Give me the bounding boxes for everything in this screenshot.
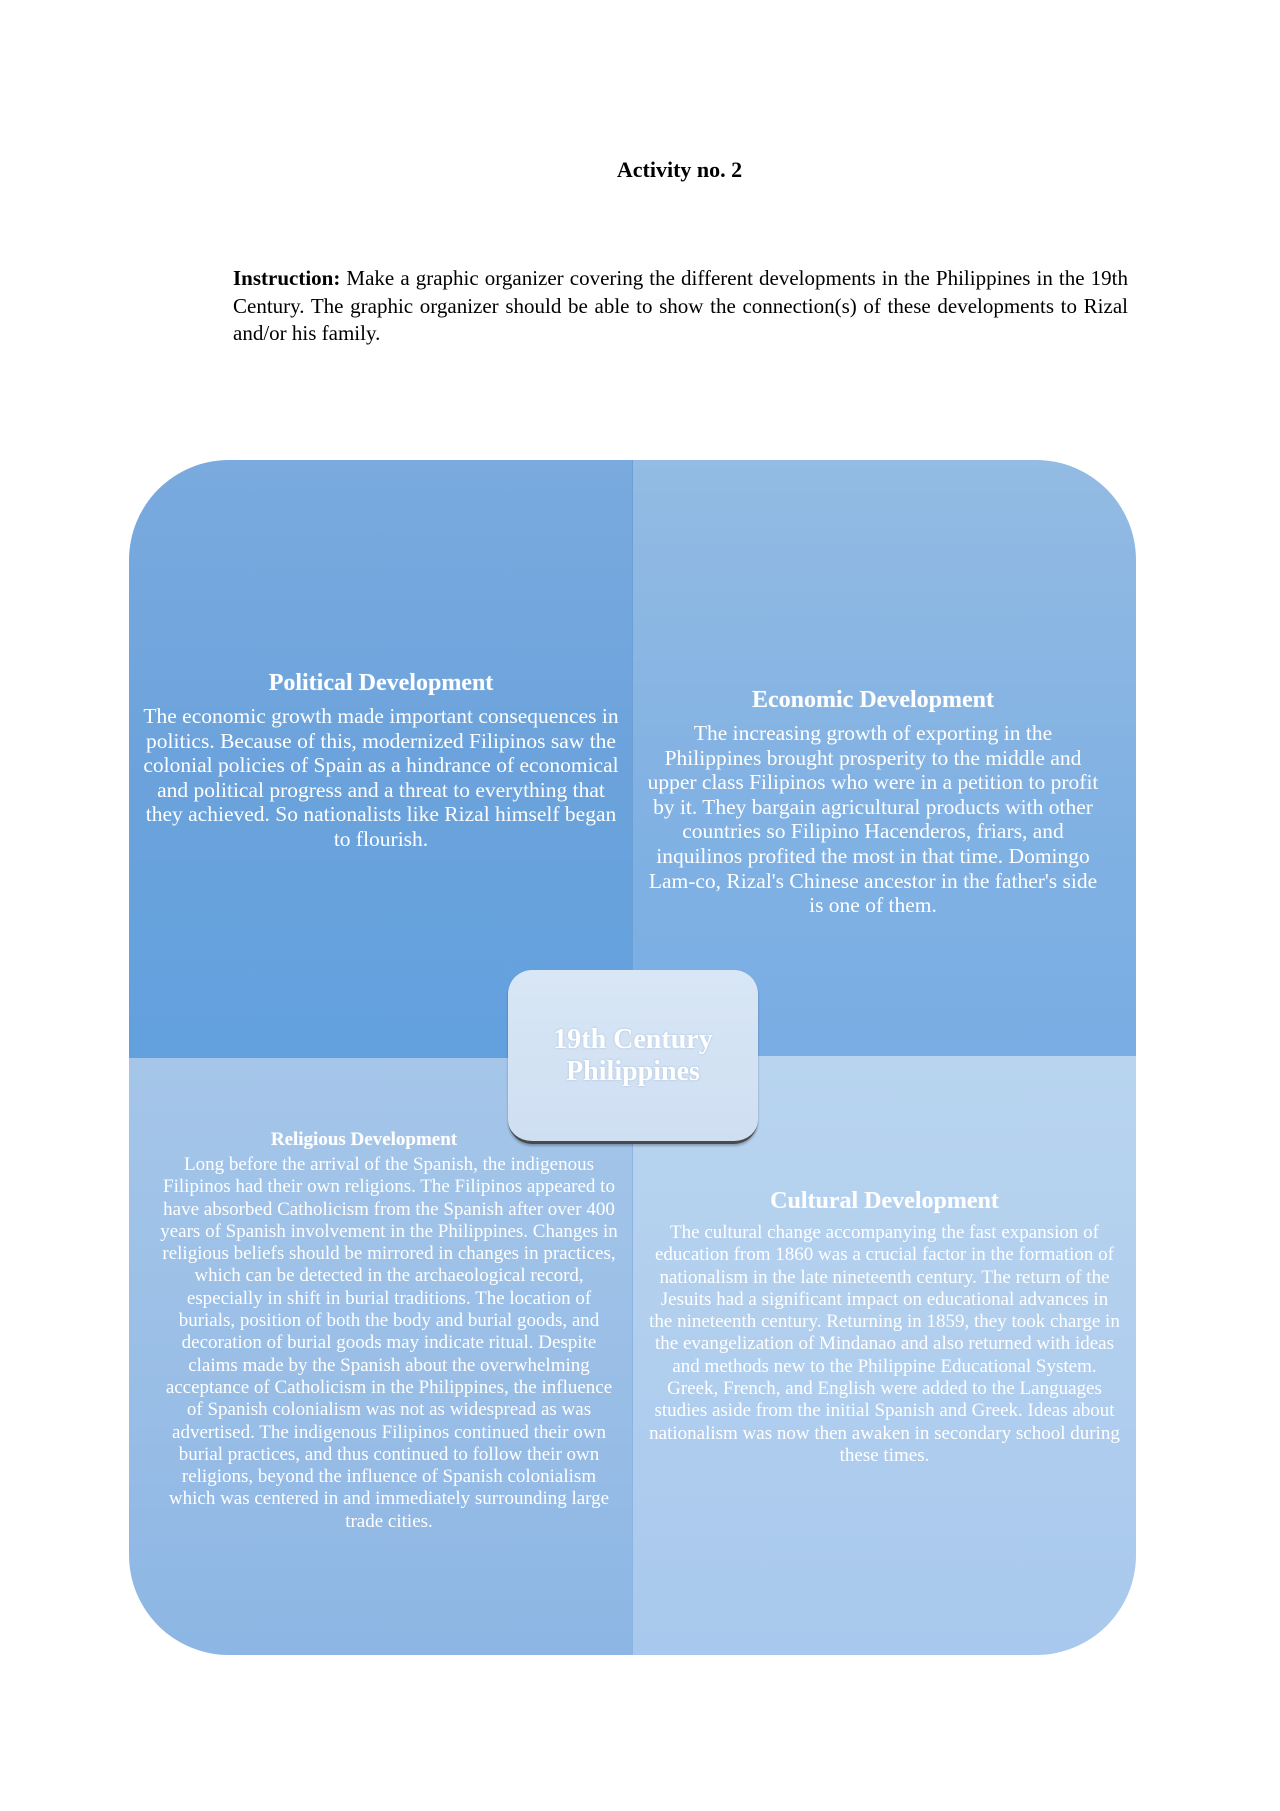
cultural-development-panel bbox=[633, 1056, 1136, 1655]
center-topic-box bbox=[508, 970, 758, 1144]
cultural-development-title: Cultural Development bbox=[770, 1188, 999, 1214]
political-development-panel bbox=[129, 460, 633, 1058]
political-development-text: The economic growth made important consequences in politics. Because of this, modernized Filipinos saw the colonial policies of Spain as a hindrance of economical and political progress and a threat to everything that they achieved. So nationalists like Rizal himself began to flourish. bbox=[143, 704, 619, 851]
economic-development-title: Economic Development bbox=[752, 687, 994, 713]
religious-development-text: Long before the arrival of the Spanish, the indigenous Filipinos had their own religions. The Filipinos appeared to have absorbed Catholicism from the Spanish after over 400 years of Spanish involvement in the Philippines. Changes in religious beliefs should be mirrored in changes in practices, which can be detected in the archaeological record, especially in shift in burial traditions. The location of burials, position of both the body and burial goods, and decoration of burial goods may indicate ritual. Despite claims made by the Spanish about the overwhelming acceptance of Catholicism in the Philippines, the influence of Spanish colonialism was not as widespread as was advertised. The indigenous Filipinos continued their own burial practices, and thus continued to follow their own religions, beyond the influence of Spanish colonialism which was centered in and immediately surrounding large trade cities. bbox=[160, 1154, 618, 1532]
instruction-text: Make a graphic organizer covering the different developments in the Philippines in the 19th Century. The graphic organizer should be able to show the connection(s) of these developments to Rizal and/or his family. bbox=[233, 266, 1128, 345]
center-topic-label: 19th Century Philippines bbox=[553, 1023, 713, 1087]
political-development-title: Political Development bbox=[268, 670, 494, 696]
instruction-paragraph bbox=[233, 265, 1128, 348]
economic-development-panel bbox=[633, 460, 1136, 1056]
cultural-development-text: The cultural change accompanying the fast expansion of education from 1860 was a crucial factor in the formation of nationalism in the late nineteenth century. The return of the Jesuits had a significant impact on educational advances in the nineteenth century. Returning in 1859, they took charge in the evangelization of Mindanao and also returned with ideas and methods new to the Philippine Educational System. Greek, French, and English were added to the Languages studies aside from the initial Spanish and Greek. Ideas about nationalism was now then awaken in secondary school during these times. bbox=[649, 1222, 1120, 1466]
instruction-lead: Instruction: bbox=[233, 266, 341, 290]
document-title: Activity no. 2 bbox=[616, 157, 743, 182]
religious-development-panel bbox=[129, 1058, 633, 1655]
religious-development-title: Religious Development bbox=[270, 1129, 458, 1150]
economic-development-text: The increasing growth of exporting in the Philippines brought prosperity to the middle and upper class Filipinos who were in a petition to profit by it. They bargain agricultural products with other countries so Filipino Hacenderos, friars, and inquilinos profited the most in that time. Domingo Lam-co, Rizal's Chinese ancestor in the father's side is one of them. bbox=[647, 721, 1099, 918]
